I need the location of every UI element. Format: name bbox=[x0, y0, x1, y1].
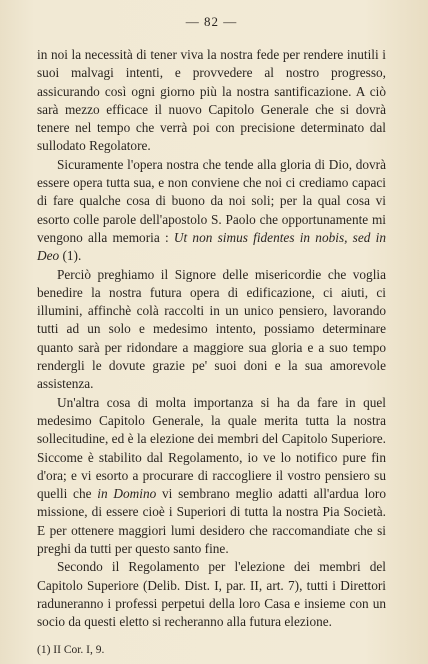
text-run: Secondo il Regolamento per l'elezione dei membri del Capitolo Superiore (Delib. Dist. I, par. II, art. 7), tutti i Direttori raduneranno i professi perpetui della loro Casa e insieme con un socio da questi eletto si recheranno alla futura elezione. bbox=[37, 559, 386, 630]
paragraph bbox=[37, 156, 386, 266]
text-run: Sicuramente l'opera nostra che tende alla gloria di Dio, dovrà essere opera tutta sua, e non conviene che noi ci crediamo capaci di fare qualche cosa di buono da noi soli; per la qual cosa vi esorto colle parole dell'apostolo S. Paolo che opportunamente mi vengono alla memoria : bbox=[37, 156, 386, 245]
page-number: — 82 — bbox=[185, 14, 238, 29]
text-run: (1). bbox=[59, 248, 82, 264]
footnote: (1) II Cor. I, 9. bbox=[37, 643, 105, 656]
paragraph bbox=[37, 46, 386, 156]
italic-quotation: Ut non simus fidentes in nobis, sed in Deo bbox=[37, 229, 386, 264]
footnote-separator bbox=[37, 632, 386, 638]
body-text bbox=[37, 46, 386, 632]
text-run: vi sembrano meglio adatti all'ardua loro missione, di essere cioè i Superiori di tutta la nostra Pia Società. E per ottenere maggiori lumi desidero che raccomandiate che si preghi da tutti per questo santo fine. bbox=[37, 486, 386, 557]
text-run: Perciò preghiamo il Signore delle misericordie che voglia benedire la nostra futura opera di edificazione, ci aiuti, ci illumini, affinchè colà raccolti in un unico pensiero, lavorando tutti ad un solo e medesimo intento, possiamo determinare quanto sarà per ridondare a maggiore sua gloria e a suo tempo rendergli le dovute grazie pe' suoi doni e la sua amorevole assistenza. bbox=[37, 266, 386, 392]
paragraph bbox=[37, 266, 386, 394]
paragraph bbox=[37, 558, 386, 631]
text-run: Un'altra cosa di molta importanza si ha da fare in quel medesimo Capitolo Generale, la quale merita tutta la nostra sollecitudine, ed è la elezione dei membri del Capitolo Superiore. Siccome è stabilito dal Regolamento, io ve lo notifico pure fin d'ora; e vi esorto a procurare di raccogliere il vostro pensiero su quelli che bbox=[37, 394, 386, 502]
italic-quotation: in Domino bbox=[97, 486, 157, 502]
paragraph bbox=[37, 394, 386, 559]
text-run: in noi la necessità di tener viva la nostra fede per rendere inutili i suoi malvagi intenti, e provvedere al nostro progresso, assicurando così ogni giorno più la nostra santificazione. A ciò sarà mezzo efficace il nuovo Capitolo Generale che si dovrà tenere nel tempo che verrà poi con precisione determinato dal sullodato Regolatore. bbox=[37, 47, 386, 154]
